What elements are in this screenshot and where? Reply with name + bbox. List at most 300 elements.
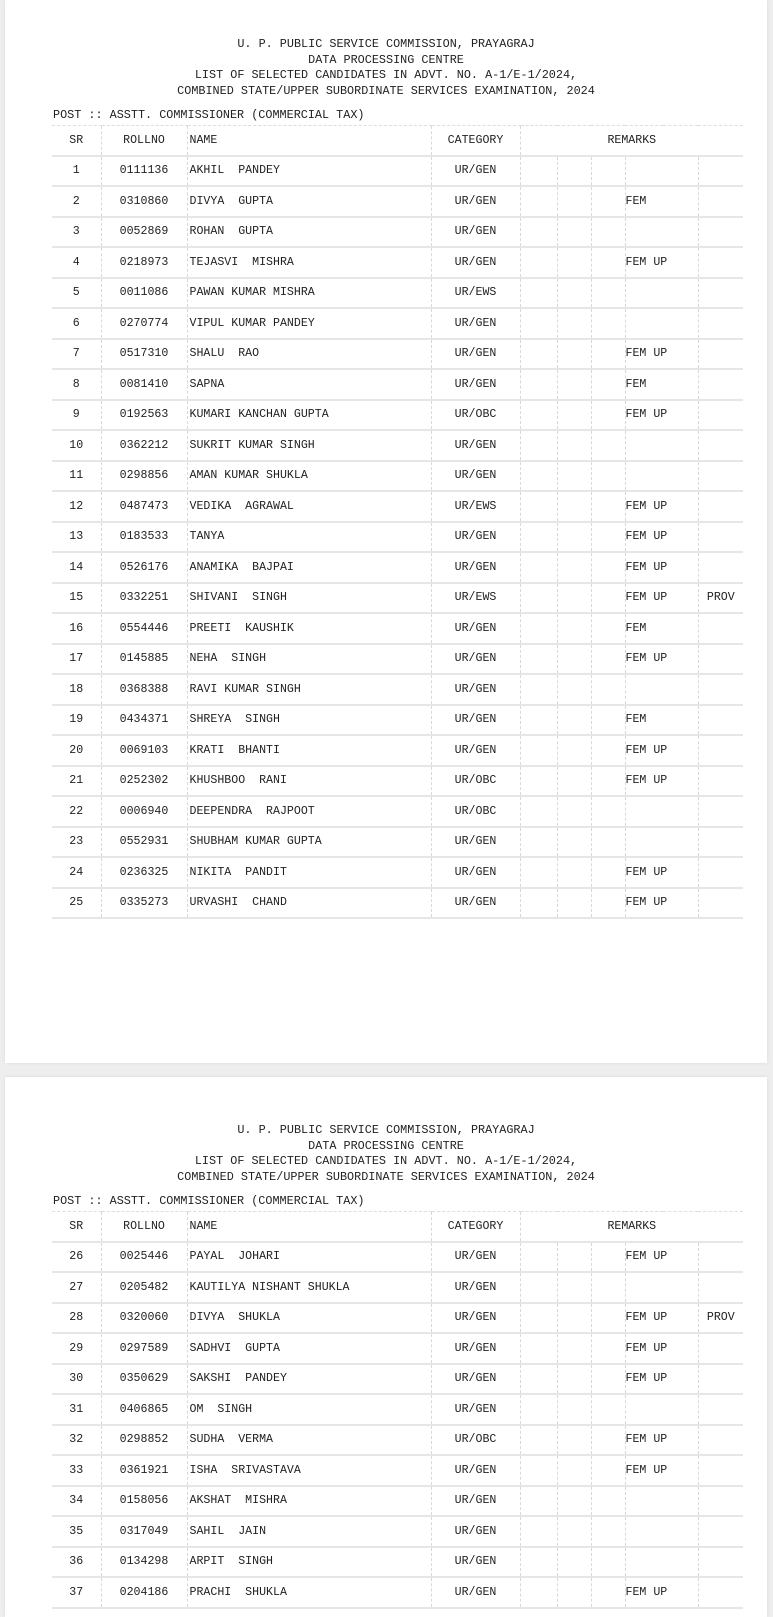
cell-remarks-spacer xyxy=(591,461,625,492)
document-page-1 xyxy=(5,0,767,1063)
cell-remarks-spacer xyxy=(557,1425,591,1456)
col-category: CATEGORY xyxy=(431,1212,520,1242)
col-category: CATEGORY xyxy=(431,126,520,156)
candidates-table xyxy=(52,125,743,919)
cell-remarks-spacer xyxy=(557,430,591,461)
cell-sr: 28 xyxy=(52,1303,101,1334)
cell-provisional xyxy=(698,278,743,309)
cell-remarks: FEM UP xyxy=(625,339,698,370)
cell-provisional xyxy=(698,1577,743,1608)
document-page-2 xyxy=(5,1077,767,1617)
cell-provisional xyxy=(698,766,743,797)
cell-remarks: FEM UP xyxy=(625,888,698,919)
table-row xyxy=(52,1425,743,1456)
cell-remarks-spacer xyxy=(520,1303,557,1334)
cell-category: UR/GEN xyxy=(431,1333,520,1364)
cell-remarks xyxy=(625,461,698,492)
cell-name: OM SINGH xyxy=(187,1394,431,1425)
cell-remarks-spacer xyxy=(557,1303,591,1334)
cell-name: SADHVI GUPTA xyxy=(187,1333,431,1364)
cell-sr: 8 xyxy=(52,369,101,400)
cell-category: UR/EWS xyxy=(431,491,520,522)
cell-rollno: 0361921 xyxy=(101,1455,187,1486)
col-name: NAME xyxy=(187,1212,431,1242)
cell-remarks xyxy=(625,827,698,858)
cell-category: UR/GEN xyxy=(431,1455,520,1486)
cell-category: UR/GEN xyxy=(431,827,520,858)
cell-category: UR/GEN xyxy=(431,552,520,583)
table-row xyxy=(52,1486,743,1517)
cell-category: UR/GEN xyxy=(431,1577,520,1608)
cell-provisional xyxy=(698,1333,743,1364)
cell-remarks-spacer xyxy=(520,1364,557,1395)
cell-remarks xyxy=(625,796,698,827)
cell-category: UR/GEN xyxy=(431,674,520,705)
cell-remarks-spacer xyxy=(520,1272,557,1303)
cell-sr: 24 xyxy=(52,857,101,888)
cell-remarks: FEM UP xyxy=(625,735,698,766)
cell-remarks-spacer xyxy=(591,522,625,553)
cell-remarks-spacer xyxy=(520,400,557,431)
cell-provisional xyxy=(698,674,743,705)
col-rollno: ROLLNO xyxy=(101,1212,187,1242)
cell-remarks xyxy=(625,217,698,248)
cell-category: UR/EWS xyxy=(431,583,520,614)
cell-remarks-spacer xyxy=(557,583,591,614)
cell-rollno: 0025446 xyxy=(101,1242,187,1273)
cell-rollno: 0350629 xyxy=(101,1364,187,1395)
cell-remarks-spacer xyxy=(591,308,625,339)
cell-remarks-spacer xyxy=(520,217,557,248)
cell-remarks-spacer xyxy=(557,613,591,644)
cell-provisional xyxy=(698,644,743,675)
cell-remarks-spacer xyxy=(557,888,591,919)
cell-sr: 16 xyxy=(52,613,101,644)
cell-remarks-spacer xyxy=(557,1486,591,1517)
cell-remarks-spacer xyxy=(520,1455,557,1486)
cell-category: UR/GEN xyxy=(431,217,520,248)
cell-remarks-spacer xyxy=(520,1333,557,1364)
cell-remarks-spacer xyxy=(557,644,591,675)
table-row xyxy=(52,644,743,675)
cell-rollno: 0552931 xyxy=(101,827,187,858)
cell-remarks-spacer xyxy=(520,308,557,339)
cell-remarks-spacer xyxy=(520,1577,557,1608)
cell-name: DIVYA GUPTA xyxy=(187,186,431,217)
col-remarks: REMARKS xyxy=(520,126,743,156)
cell-remarks-spacer xyxy=(591,1364,625,1395)
cell-remarks-spacer xyxy=(591,1577,625,1608)
cell-rollno: 0554446 xyxy=(101,613,187,644)
cell-remarks-spacer xyxy=(591,1455,625,1486)
cell-remarks-spacer xyxy=(591,1425,625,1456)
cell-remarks-spacer xyxy=(520,674,557,705)
cell-remarks-spacer xyxy=(520,583,557,614)
cell-remarks-spacer xyxy=(591,1547,625,1578)
header-exam: COMBINED STATE/UPPER SUBORDINATE SERVICES EXAMINATION, 2024 xyxy=(177,1169,595,1184)
cell-sr: 4 xyxy=(52,247,101,278)
cell-provisional xyxy=(698,400,743,431)
cell-remarks-spacer xyxy=(520,705,557,736)
cell-remarks-spacer xyxy=(591,613,625,644)
cell-remarks-spacer xyxy=(520,430,557,461)
cell-rollno: 0526176 xyxy=(101,552,187,583)
cell-name: RAVI KUMAR SINGH xyxy=(187,674,431,705)
cell-remarks-spacer xyxy=(520,857,557,888)
col-name: NAME xyxy=(187,126,431,156)
cell-remarks-spacer xyxy=(557,339,591,370)
cell-name: TEJASVI MISHRA xyxy=(187,247,431,278)
cell-remarks-spacer xyxy=(520,156,557,187)
table-row xyxy=(52,766,743,797)
cell-name: KRATI BHANTI xyxy=(187,735,431,766)
cell-name: PAWAN KUMAR MISHRA xyxy=(187,278,431,309)
table-row xyxy=(52,1394,743,1425)
cell-remarks-spacer xyxy=(591,278,625,309)
cell-remarks-spacer xyxy=(591,339,625,370)
cell-rollno: 0406865 xyxy=(101,1394,187,1425)
table-row xyxy=(52,735,743,766)
cell-remarks: FEM UP xyxy=(625,1364,698,1395)
cell-remarks-spacer xyxy=(557,1364,591,1395)
cell-remarks-spacer xyxy=(520,888,557,919)
cell-remarks: FEM UP xyxy=(625,552,698,583)
cell-remarks-spacer xyxy=(557,1272,591,1303)
cell-provisional xyxy=(698,308,743,339)
cell-provisional xyxy=(698,888,743,919)
cell-category: UR/GEN xyxy=(431,1486,520,1517)
table-header-row xyxy=(52,1212,743,1242)
cell-sr: 30 xyxy=(52,1364,101,1395)
table-row xyxy=(52,857,743,888)
cell-remarks-spacer xyxy=(557,247,591,278)
cell-rollno: 0517310 xyxy=(101,339,187,370)
cell-sr: 23 xyxy=(52,827,101,858)
table-row xyxy=(52,1364,743,1395)
cell-remarks-spacer xyxy=(520,339,557,370)
cell-remarks-spacer xyxy=(557,1394,591,1425)
cell-remarks xyxy=(625,156,698,187)
cell-remarks: FEM xyxy=(625,613,698,644)
cell-remarks-spacer xyxy=(520,735,557,766)
cell-name: SUDHA VERMA xyxy=(187,1425,431,1456)
cell-remarks-spacer xyxy=(591,796,625,827)
cell-remarks-spacer xyxy=(591,674,625,705)
col-sr: SR xyxy=(52,126,101,156)
cell-category: UR/GEN xyxy=(431,430,520,461)
cell-category: UR/GEN xyxy=(431,644,520,675)
table-row xyxy=(52,1577,743,1608)
cell-rollno: 0192563 xyxy=(101,400,187,431)
header-centre: DATA PROCESSING CENTRE xyxy=(308,52,464,67)
cell-remarks-spacer xyxy=(557,827,591,858)
cell-sr: 20 xyxy=(52,735,101,766)
cell-remarks: FEM UP xyxy=(625,766,698,797)
cell-sr: 18 xyxy=(52,674,101,705)
cell-sr: 7 xyxy=(52,339,101,370)
cell-sr: 10 xyxy=(52,430,101,461)
cell-rollno: 0362212 xyxy=(101,430,187,461)
cell-remarks: FEM UP xyxy=(625,400,698,431)
header-list-title: LIST OF SELECTED CANDIDATES IN ADVT. NO. A-1/E-1/2024, xyxy=(194,1154,578,1168)
cell-name: AKHIL PANDEY xyxy=(187,156,431,187)
cell-provisional xyxy=(698,522,743,553)
cell-remarks-spacer xyxy=(591,827,625,858)
cell-remarks-spacer xyxy=(557,491,591,522)
cell-name: TANYA xyxy=(187,522,431,553)
cell-category: UR/GEN xyxy=(431,1272,520,1303)
cell-category: UR/GEN xyxy=(431,735,520,766)
cell-category: UR/GEN xyxy=(431,1547,520,1578)
cell-sr: 27 xyxy=(52,1272,101,1303)
cell-provisional xyxy=(698,1242,743,1273)
cell-remarks-spacer xyxy=(520,552,557,583)
header-exam: COMBINED STATE/UPPER SUBORDINATE SERVICES EXAMINATION, 2024 xyxy=(177,83,595,98)
cell-rollno: 0310860 xyxy=(101,186,187,217)
cell-remarks: FEM UP xyxy=(625,1242,698,1273)
cell-name: ARPIT SINGH xyxy=(187,1547,431,1578)
cell-remarks-spacer xyxy=(591,705,625,736)
cell-sr: 25 xyxy=(52,888,101,919)
cell-rollno: 0145885 xyxy=(101,644,187,675)
document-header xyxy=(5,1077,767,1185)
cell-category: UR/GEN xyxy=(431,1364,520,1395)
table-row xyxy=(52,1333,743,1364)
cell-remarks xyxy=(625,674,698,705)
cell-category: UR/GEN xyxy=(431,888,520,919)
table-row xyxy=(52,308,743,339)
cell-rollno: 0320060 xyxy=(101,1303,187,1334)
cell-category: UR/EWS xyxy=(431,278,520,309)
cell-category: UR/GEN xyxy=(431,339,520,370)
cell-provisional xyxy=(698,1516,743,1547)
cell-remarks-spacer xyxy=(557,705,591,736)
cell-rollno: 0111136 xyxy=(101,156,187,187)
cell-name: ISHA SRIVASTAVA xyxy=(187,1455,431,1486)
cell-remarks-spacer xyxy=(591,735,625,766)
cell-sr: 31 xyxy=(52,1394,101,1425)
cell-sr: 14 xyxy=(52,552,101,583)
header-centre: DATA PROCESSING CENTRE xyxy=(308,1138,464,1153)
table-body xyxy=(52,156,743,919)
cell-rollno: 0252302 xyxy=(101,766,187,797)
cell-remarks-spacer xyxy=(591,247,625,278)
cell-rollno: 0434371 xyxy=(101,705,187,736)
cell-rollno: 0368388 xyxy=(101,674,187,705)
cell-sr: 35 xyxy=(52,1516,101,1547)
cell-sr: 5 xyxy=(52,278,101,309)
cell-remarks-spacer xyxy=(520,1486,557,1517)
cell-remarks-spacer xyxy=(520,1394,557,1425)
cell-provisional xyxy=(698,1272,743,1303)
cell-rollno: 0218973 xyxy=(101,247,187,278)
cell-sr: 19 xyxy=(52,705,101,736)
table-row xyxy=(52,217,743,248)
cell-remarks-spacer xyxy=(591,400,625,431)
cell-name: KAUTILYA NISHANT SHUKLA xyxy=(187,1272,431,1303)
document-header xyxy=(5,0,767,99)
cell-provisional xyxy=(698,827,743,858)
table-row xyxy=(52,247,743,278)
cell-name: SHREYA SINGH xyxy=(187,705,431,736)
cell-remarks-spacer xyxy=(557,1333,591,1364)
table-row xyxy=(52,552,743,583)
cell-remarks xyxy=(625,1272,698,1303)
cell-provisional xyxy=(698,430,743,461)
cell-category: UR/GEN xyxy=(431,857,520,888)
cell-remarks xyxy=(625,430,698,461)
cell-sr: 6 xyxy=(52,308,101,339)
cell-remarks-spacer xyxy=(557,1547,591,1578)
cell-sr: 33 xyxy=(52,1455,101,1486)
table-row xyxy=(52,1303,743,1334)
cell-rollno: 0204186 xyxy=(101,1577,187,1608)
cell-remarks-spacer xyxy=(591,1394,625,1425)
cell-remarks-spacer xyxy=(557,308,591,339)
cell-name: PAYAL JOHARI xyxy=(187,1242,431,1273)
cell-provisional xyxy=(698,796,743,827)
cell-provisional xyxy=(698,1364,743,1395)
cell-rollno: 0270774 xyxy=(101,308,187,339)
cell-remarks: FEM xyxy=(625,186,698,217)
cell-remarks-spacer xyxy=(557,369,591,400)
cell-remarks-spacer xyxy=(557,796,591,827)
cell-remarks-spacer xyxy=(591,186,625,217)
table-row xyxy=(52,796,743,827)
cell-remarks-spacer xyxy=(520,827,557,858)
cell-remarks-spacer xyxy=(591,857,625,888)
cell-provisional xyxy=(698,217,743,248)
table-header-row xyxy=(52,126,743,156)
cell-remarks-spacer xyxy=(520,766,557,797)
cell-remarks-spacer xyxy=(591,369,625,400)
cell-provisional xyxy=(698,1455,743,1486)
table-row xyxy=(52,1242,743,1273)
cell-provisional xyxy=(698,247,743,278)
cell-rollno: 0011086 xyxy=(101,278,187,309)
table-row xyxy=(52,1547,743,1578)
cell-remarks-spacer xyxy=(520,644,557,675)
cell-rollno: 0335273 xyxy=(101,888,187,919)
table-row xyxy=(52,613,743,644)
cell-category: UR/GEN xyxy=(431,369,520,400)
header-list-title: LIST OF SELECTED CANDIDATES IN ADVT. NO. A-1/E-1/2024, xyxy=(194,68,578,82)
cell-remarks-spacer xyxy=(591,1242,625,1273)
cell-remarks: FEM UP xyxy=(625,1577,698,1608)
cell-sr: 32 xyxy=(52,1425,101,1456)
cell-sr: 34 xyxy=(52,1486,101,1517)
cell-rollno: 0158056 xyxy=(101,1486,187,1517)
cell-remarks-spacer xyxy=(591,766,625,797)
table-row xyxy=(52,1455,743,1486)
cell-remarks-spacer xyxy=(520,186,557,217)
cell-remarks-spacer xyxy=(520,247,557,278)
post-title: POST :: ASSTT. COMMISSIONER (COMMERCIAL TAX) xyxy=(53,1194,365,1208)
cell-name: URVASHI CHAND xyxy=(187,888,431,919)
cell-remarks-spacer xyxy=(557,857,591,888)
cell-sr: 37 xyxy=(52,1577,101,1608)
cell-name: SHUBHAM KUMAR GUPTA xyxy=(187,827,431,858)
cell-remarks: FEM UP xyxy=(625,1455,698,1486)
cell-remarks-spacer xyxy=(557,217,591,248)
cell-category: UR/GEN xyxy=(431,461,520,492)
cell-provisional xyxy=(698,156,743,187)
cell-remarks-spacer xyxy=(520,1516,557,1547)
cell-remarks-spacer xyxy=(557,278,591,309)
cell-name: DIVYA SHUKLA xyxy=(187,1303,431,1334)
cell-provisional: PROV xyxy=(698,1303,743,1334)
table-body xyxy=(52,1242,743,1608)
cell-rollno: 0069103 xyxy=(101,735,187,766)
cell-remarks-spacer xyxy=(520,461,557,492)
cell-remarks-spacer xyxy=(520,1547,557,1578)
cell-rollno: 0487473 xyxy=(101,491,187,522)
cell-name: NEHA SINGH xyxy=(187,644,431,675)
table-row xyxy=(52,1272,743,1303)
cell-remarks-spacer xyxy=(557,156,591,187)
cell-remarks-spacer xyxy=(557,735,591,766)
cell-remarks-spacer xyxy=(591,156,625,187)
cell-provisional xyxy=(698,1486,743,1517)
cell-remarks-spacer xyxy=(591,491,625,522)
table-row xyxy=(52,278,743,309)
cell-sr: 26 xyxy=(52,1242,101,1273)
cell-category: UR/GEN xyxy=(431,308,520,339)
cell-name: SAHIL JAIN xyxy=(187,1516,431,1547)
table-row xyxy=(52,369,743,400)
cell-provisional: PROV xyxy=(698,583,743,614)
cell-category: UR/GEN xyxy=(431,705,520,736)
cell-remarks-spacer xyxy=(591,1516,625,1547)
table-row xyxy=(52,186,743,217)
table-row xyxy=(52,339,743,370)
cell-remarks: FEM UP xyxy=(625,247,698,278)
cell-name: VEDIKA AGRAWAL xyxy=(187,491,431,522)
table-row xyxy=(52,430,743,461)
cell-remarks-spacer xyxy=(557,400,591,431)
cell-remarks-spacer xyxy=(591,888,625,919)
cell-name: DEEPENDRA RAJPOOT xyxy=(187,796,431,827)
cell-remarks-spacer xyxy=(520,613,557,644)
cell-name: AKSHAT MISHRA xyxy=(187,1486,431,1517)
cell-sr: 22 xyxy=(52,796,101,827)
cell-remarks-spacer xyxy=(520,1242,557,1273)
table-row xyxy=(52,400,743,431)
cell-remarks: FEM UP xyxy=(625,522,698,553)
table-row xyxy=(52,583,743,614)
cell-name: VIPUL KUMAR PANDEY xyxy=(187,308,431,339)
cell-provisional xyxy=(698,613,743,644)
cell-provisional xyxy=(698,735,743,766)
cell-category: UR/OBC xyxy=(431,400,520,431)
cell-sr: 36 xyxy=(52,1547,101,1578)
cell-remarks xyxy=(625,278,698,309)
cell-rollno: 0081410 xyxy=(101,369,187,400)
cell-sr: 29 xyxy=(52,1333,101,1364)
cell-remarks: FEM UP xyxy=(625,1333,698,1364)
cell-remarks-spacer xyxy=(520,1425,557,1456)
cell-remarks-spacer xyxy=(557,1242,591,1273)
cell-name: ANAMIKA BAJPAI xyxy=(187,552,431,583)
cell-remarks-spacer xyxy=(591,1486,625,1517)
cell-remarks: FEM UP xyxy=(625,644,698,675)
cell-provisional xyxy=(698,461,743,492)
cell-category: UR/GEN xyxy=(431,186,520,217)
cell-remarks-spacer xyxy=(591,1333,625,1364)
col-remarks: REMARKS xyxy=(520,1212,743,1242)
cell-rollno: 0298856 xyxy=(101,461,187,492)
cell-name: SHALU RAO xyxy=(187,339,431,370)
